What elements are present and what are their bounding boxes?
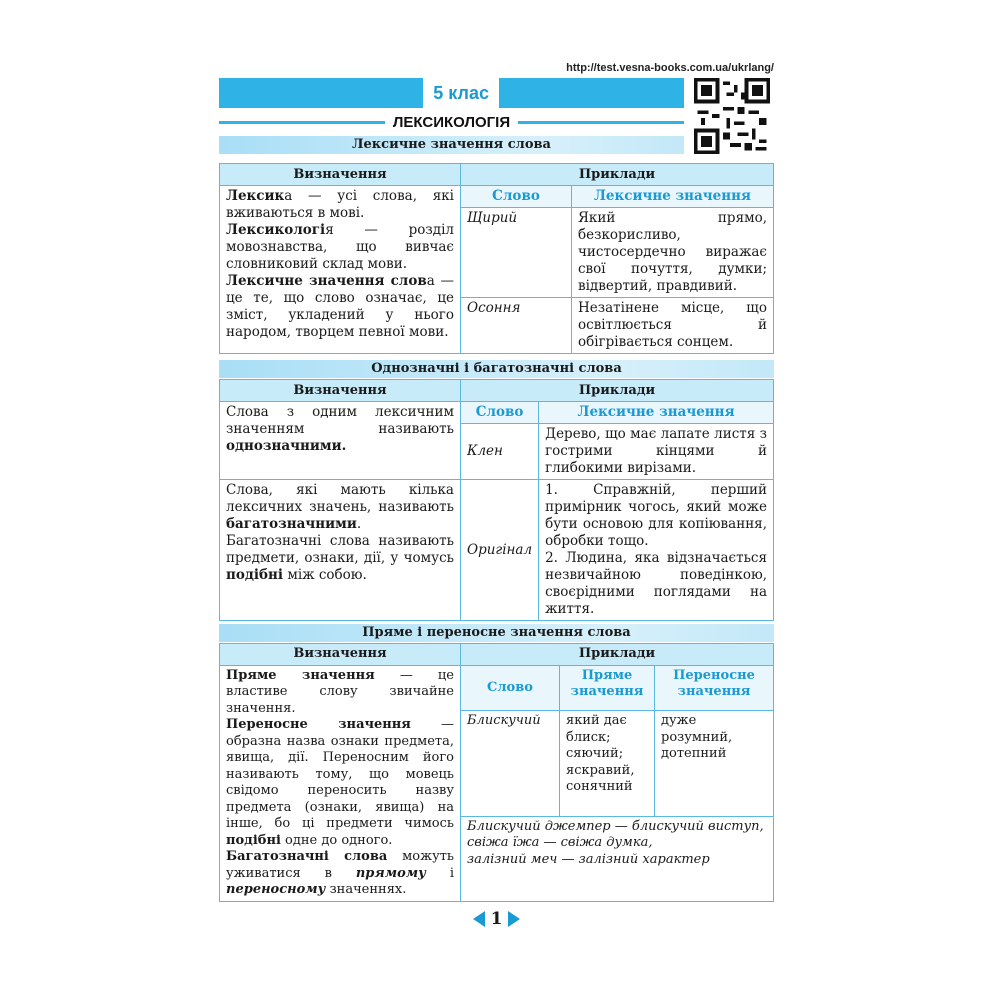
- page-footer: [219, 909, 774, 929]
- grade-bar: [219, 78, 684, 108]
- example-meaning: Дерево, що має лапате листя з гострими кінцями й глибокими вирізами.: [539, 424, 774, 480]
- subheader-word: Слово: [461, 402, 539, 424]
- grade-label: 5 клас: [423, 78, 499, 108]
- page-number: 1: [490, 909, 503, 929]
- table3-title: Пряме і переносне значення слова: [219, 624, 774, 642]
- direct-figurative-table: [219, 643, 774, 902]
- site-url[interactable]: http://test.vesna-books.com.ua/ukrlang/: [566, 62, 774, 74]
- definition-cell: Слова з одним лексичним значенням називають однозначними.: [220, 402, 461, 480]
- example-meaning: 1. Справжній, перший примірник чогось, який може бути основою для копіювання, обробки тощо. 2. Людина, яка відзначається незвичайною поведінкою, своєрідними поглядами на життя.: [539, 480, 774, 621]
- definition-cell: Пряме значення — це властиве слову звичайне значення. Переносне значення — образна назва ознаки предмета, явища, дії. Переносним його називають тому, що мовець свідомо переносить назву предмета (ознаки, явища) на інше, бо ці предмети чимось подібні одне до одного. Багатозначні слова можуть уживатися в прямому і переносному значеннях.: [220, 665, 461, 901]
- col-definition: Визначення: [220, 644, 461, 666]
- mono-poly-table: [219, 379, 774, 621]
- col-examples: Приклади: [461, 164, 774, 186]
- table2-title: Однозначні і багатозначні слова: [219, 360, 774, 378]
- example-word: Оригінал: [461, 480, 539, 621]
- next-page-icon[interactable]: [508, 911, 520, 927]
- section-title: ЛЕКСИКОЛОГІЯ: [392, 113, 511, 131]
- example-word: Клен: [461, 424, 539, 480]
- figurative-meaning: дуже розумний, дотепний: [655, 711, 774, 816]
- col-examples: Приклади: [461, 644, 774, 666]
- definition-cell: Лексика — усі слова, які вживаються в мові. Лексикологія — розділ мовознавства, що вивчає словниковий склад мови. Лексичне значення слова — це те, що слово означає, це зміст, укладений у нього народом, творцем певної мови.: [220, 186, 461, 354]
- qr-code-icon: [694, 78, 770, 154]
- section-bar: [219, 112, 684, 132]
- example-meaning: Який прямо, безкорисливо, чистосердечно виражає свої почуття, думки; відвертий, правдивий.: [572, 208, 774, 298]
- subheader-meaning: Лексичне значення: [539, 402, 774, 424]
- example-word: Осоння: [461, 298, 572, 354]
- col-examples: Приклади: [461, 380, 774, 402]
- lexical-meaning-table: [219, 163, 774, 354]
- prev-page-icon[interactable]: [473, 911, 485, 927]
- subheader-word: Слово: [461, 665, 560, 711]
- subheader-meaning: Лексичне значення: [572, 186, 774, 208]
- subheader-direct: Пряме значення: [560, 665, 655, 711]
- example-word: Блискучий: [461, 711, 560, 816]
- subheader-figurative: Переносне значення: [655, 665, 774, 711]
- table1-title: Лексичне значення слова: [219, 136, 684, 154]
- col-definition: Визначення: [220, 164, 461, 186]
- direct-meaning: який дає блиск; сяючий; яскравий, сонячний: [560, 711, 655, 816]
- phrase-examples: Блискучий джемпер — блискучий виступ, свіжа їжа — свіжа думка, залізний меч — залізний характер: [461, 816, 774, 901]
- example-meaning: Незатінене місце, що освітлюється й обігрівається сонцем.: [572, 298, 774, 354]
- definition-cell: Слова, які мають кілька лексичних значень, називають багатозначними. Багатозначні слова називають предмети, ознаки, дії, у чомусь подібні між собою.: [220, 480, 461, 621]
- col-definition: Визначення: [220, 380, 461, 402]
- subheader-word: Слово: [461, 186, 572, 208]
- example-word: Щирий: [461, 208, 572, 298]
